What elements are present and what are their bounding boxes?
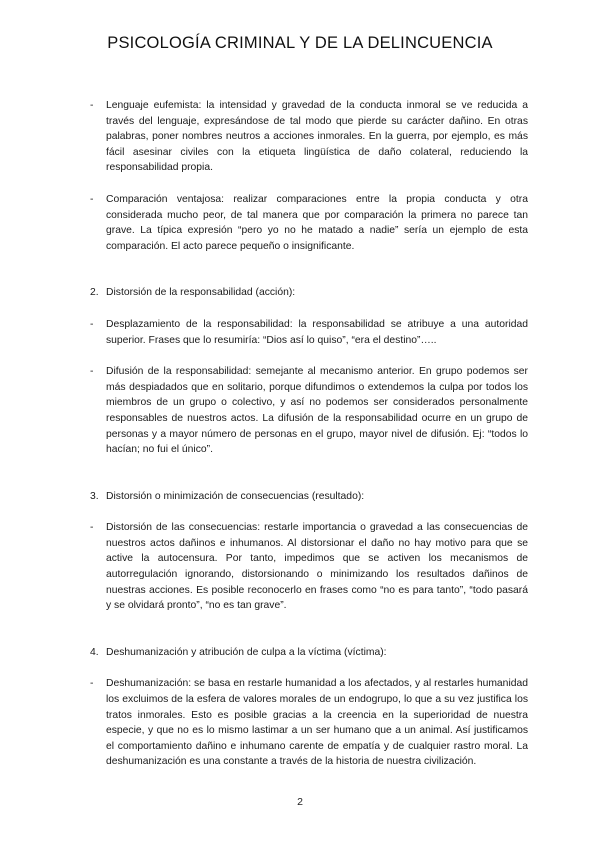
bullet-difusion [90, 364, 528, 458]
bullet-text: Desplazamiento de la responsabilidad: la responsabilidad se atribuye a una autoridad superior. Frases que lo resumiría: “Dios así lo quiso”, “era el destino”….. [106, 318, 528, 346]
document-body [90, 98, 528, 770]
bullet-marker: - [90, 366, 94, 378]
section-heading-2 [90, 285, 528, 301]
bullet-text: Difusión de la responsabilidad: semejante al mecanismo anterior. En grupo podemos ser más despiadados que en solitario, porque difundimos o extendemos la culpa por todos los miembros de un grupo o colectivo, y así no podemos ser considerados personalmente responsables de nuestros actos. La difusión de la responsabilidad ocurre en un grupo de personas y a mayor número de personas en el grupo, mayor nivel de difusión. Ej: “todos lo hacían; no fui el único”. [106, 366, 528, 456]
page-title: PSICOLOGÍA CRIMINAL Y DE LA DELINCUENCIA [107, 34, 493, 52]
bullet-marker: - [90, 522, 94, 534]
bullet-distorsion-consecuencias [90, 520, 528, 614]
heading-number: 2. [90, 287, 99, 299]
bullet-desplazamiento [90, 317, 528, 348]
bullet-marker: - [90, 100, 94, 111]
bullet-deshumanizacion [90, 676, 528, 770]
section-heading-4 [90, 645, 528, 661]
bullet-text: Distorsión de las consecuencias: restarle importancia o gravedad a las consecuencias de nuestros actos dañinos e inhumanos. Al distorsionar el daño no hay motivo para que se active la autocensura. Por tanto, impedimos que se activen los mecanismos de autorregulación ignorando, distorsionando o minimizando los resultados dañinos de nuestras acciones. Es posible reconocerlo en frases como “no es para tanto”, “todo pasará y se olvidará pronto”, “no es tan grave”. [106, 522, 528, 612]
heading-number: 4. [90, 646, 99, 658]
bullet-marker: - [90, 318, 94, 330]
bullet-marker: - [90, 678, 94, 690]
bullet-comparacion-ventajosa [90, 192, 528, 254]
bullet-text: Deshumanización: se basa en restarle humanidad a los afectados, y al restarles humanidad los excluimos de la esfera de valores morales de un endogrupo, lo que a su vez justifica los tratos inmorales. Esto es posible gracias a la creencia en la superioridad de nuestra especie, y que no es lo mismo lastimar a un ser humano que a un animal. Así justificamos el comportamiento dañino e inhumano carente de empatía y de cualquier rastro moral. La deshumanización es una constante a través de la historia de nuestra civilización. [106, 678, 528, 768]
section-heading-3 [90, 489, 528, 505]
heading-text: Distorsión o minimización de consecuencias (resultado): [106, 490, 365, 502]
heading-text: Distorsión de la responsabilidad (acción): [106, 287, 296, 299]
bullet-text: Comparación ventajosa: realizar comparaciones entre la propia conducta y otra considerada mucho peor, de tal manera que por comparación la primera no parece tan grave. La típica expresión “pero yo no he matado a nadie” sería un ejemplo de esta comparación. El acto parece pequeño o insignificante. [106, 193, 528, 252]
bullet-text: Lenguaje eufemista: la intensidad y gravedad de la conducta inmoral se ve reducida a través del lenguaje, expresándose de tal modo que pierde su carácter dañino. En otras palabras, poner nombres neutros a acciones inmorales. En la guerra, por ejemplo, es más fácil asesinar civiles con la etiqueta lingüística de daño colateral, reduciendo la responsabilidad propia. [106, 100, 528, 174]
heading-text: Deshumanización y atribución de culpa a la víctima (víctima): [106, 646, 387, 658]
page-number: 2 [297, 796, 303, 808]
bullet-lenguaje-eufemista [90, 98, 528, 176]
bullet-marker: - [90, 193, 94, 205]
heading-number: 3. [90, 490, 99, 502]
